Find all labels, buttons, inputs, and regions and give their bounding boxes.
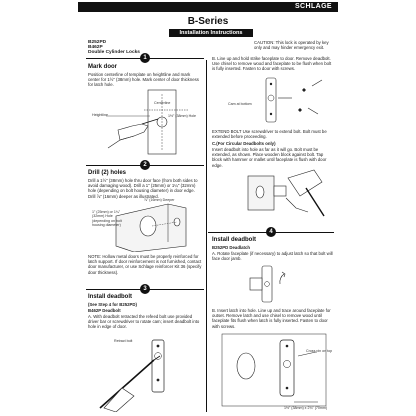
model-line-1: B252PD [88,40,107,45]
step-1-illustration [98,86,198,158]
retract-label: Retract bolt [114,339,133,343]
step-3-illustration [94,330,204,412]
step-1-text: Position centerline of template on heightline and mark center for 1½" (38mm) hole. Mark center of door thickness for latch hole. [88,72,199,88]
faceplate-size-label: 1½" (38mm) x 2¾" (70mm) [284,406,328,410]
step-4-title: Install deadbolt [212,237,257,243]
model-line-2: B462P [88,45,103,50]
step-b-text: B. Line up and hold strike faceplate to door. Remove deadbolt. Use chisel to remove wood and faceplate to be flush when bolt is fully inserted. Fasten to door with screws. [212,56,332,72]
step-1-number: 1 [140,53,150,63]
cam-label: Cam at bottom [228,102,252,106]
cross-pin-label: Cross pin on top [306,349,333,353]
step-3-subtitle: (See Step 4 for B252PD) [88,302,137,307]
step-2-text: Drill a 1½" (38mm) hole thru door face (from both sides to avoid damaging wood). Drill a 1" (25mm) or 1¼" (32mm) hole (depending on bolt housing diameter) in door edge. Drill ⅞" (16mm) deeper as illustrated. [88,178,198,199]
step-3-model: B462P Deadbolt [88,308,121,313]
step-4-a-text: A. Rotate faceplate (if necessary) to adjust latch so that bolt will face door jamb. [212,251,333,262]
extend-note: EXTEND BOLT Use screwdriver to extend bolt. Bolt must be extended before proceeding. [212,129,327,140]
strike-illustration [218,74,328,128]
step-c-illustration [218,168,332,220]
caution-text: CAUTION: This lock is operated by key only and may hinder emergency exit. [254,40,329,51]
model-line-3: Double Cylinder Locks [88,50,140,55]
step-4-b-text: B. Insert latch into hole. Line up and trace around faceplate for outset. Remove latch and use chisel to remove wood until faceplate fits flush when latch is fully inserted. Fasten to door with screws. [212,308,331,329]
centerline-label: Centerline [154,101,171,105]
step-4-number: 4 [266,227,276,237]
hole-label: 1½" (38mm) Hole [168,114,197,118]
step-3-text: A. With deadbolt retracted the refeed bolt use provided driver bar or screwdriver to rotate cam; insert deadbolt into hole in edge of door. [88,314,200,330]
step-4-model: B252PD Deadlatch [212,245,250,250]
heightline-label: Heightline [92,113,108,117]
instructions-banner: Installation Instructions [169,29,253,37]
step-1-title: Mark door [88,64,118,70]
step-3-title: Install deadbolt [88,294,133,300]
step-2-number: 2 [140,160,150,170]
instruction-sheet [78,0,338,416]
brand-bar [78,2,338,12]
step-3-number: 3 [140,284,150,294]
step-2-title: Drill (2) holes [88,170,127,176]
column-divider [206,60,207,412]
step-4-a-illustration [222,262,326,306]
brand-logo: SCHLAGE [294,3,332,10]
deeper-label: ⅞" (16mm) Deeper [144,198,175,202]
step-2-note: NOTE: Hollow metal doors must be properly reinforced for latch support. If door reinforcement is not furnished, contact door manufacturer, or use Schlage reinforcer Kit 36 (specify door thickness). [88,254,202,275]
series-title: B-Series [187,16,229,27]
step-c-text: Insert deadbolt into hole as far as it will go. Bolt must be extended, as shown. Place wooden block against bolt. Tap block with hammer or mallet until faceplate is flush with door edge. [212,147,327,168]
bolt-hole-label: 1" (25mm) or 1¼" (32mm) Hole (depending on bolt housing diameter) [92,210,122,228]
step-4-b-illustration [216,328,332,410]
step-c-title: C.(For Circular Deadbolts only) [212,141,276,146]
